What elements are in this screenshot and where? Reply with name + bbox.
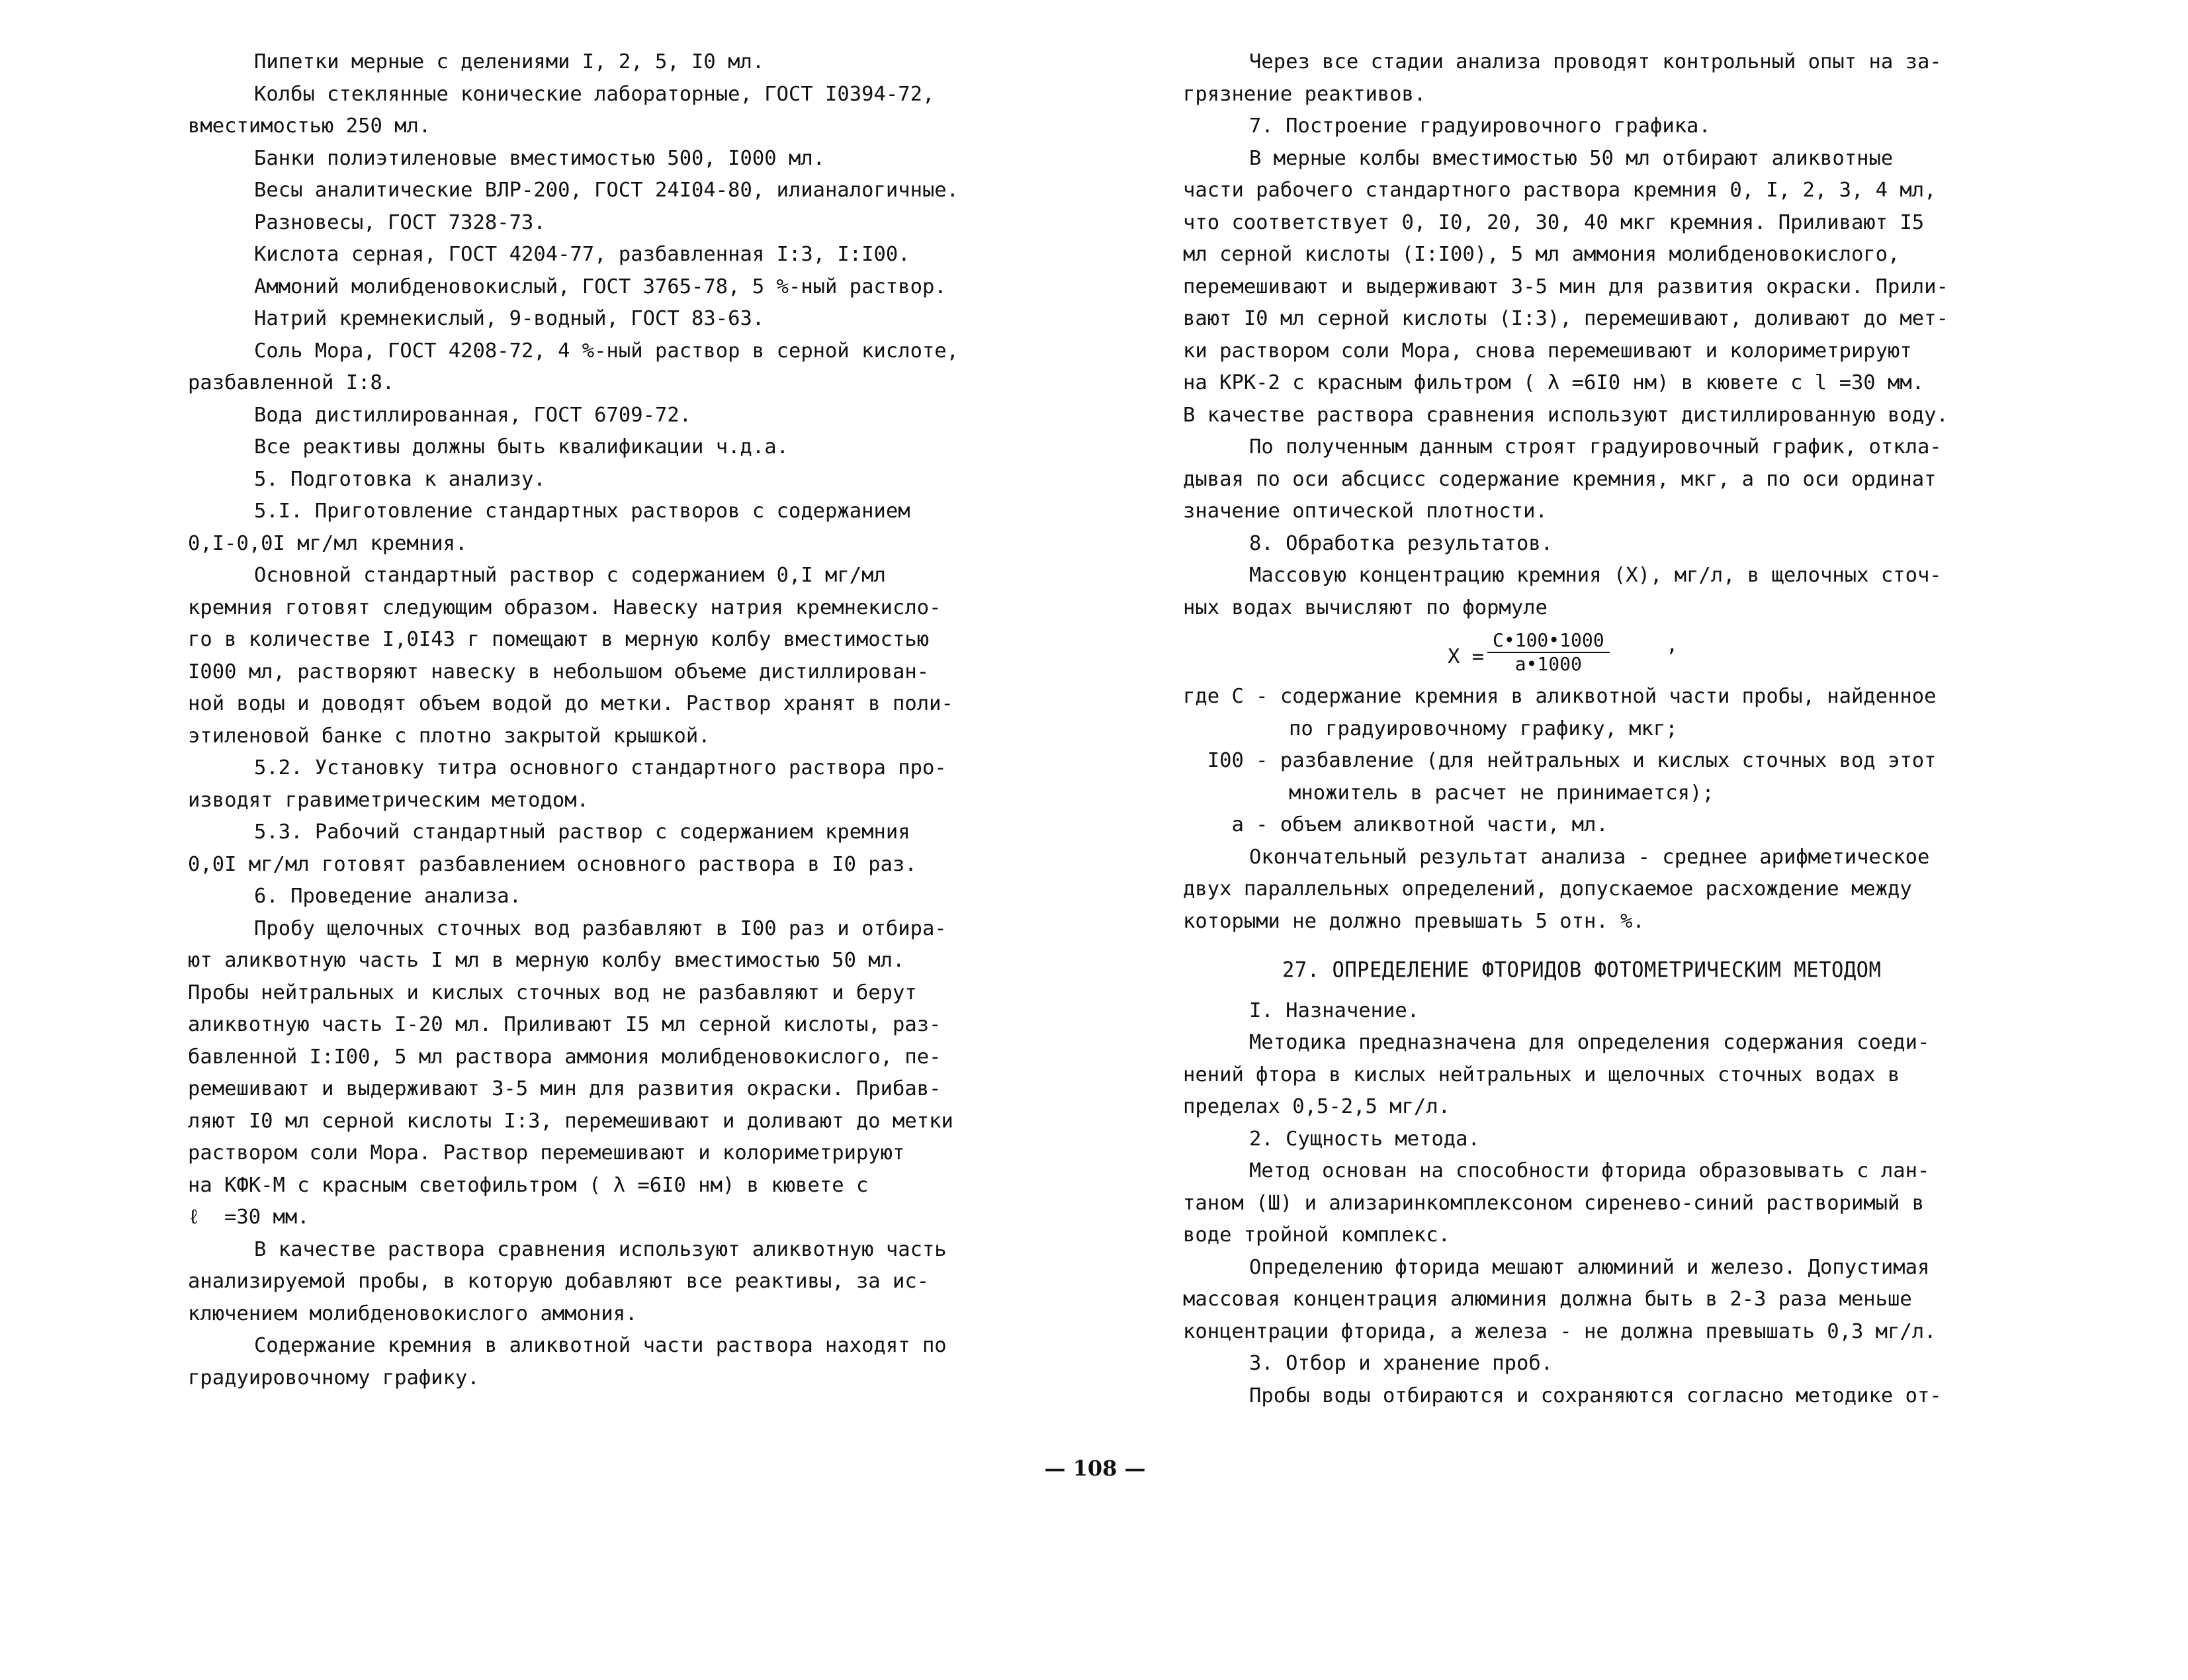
- formula-lhs: X =: [1448, 645, 1485, 668]
- text-line: I000 мл, растворяют навеску в небольшом объеме дистиллирован-: [188, 660, 930, 684]
- text-line: 5.3. Рабочий стандартный раствор с содержанием кремния: [254, 820, 910, 844]
- text-line: ют аликвотную часть I мл в мерную колбу вместимостью 50 мл.: [188, 949, 905, 972]
- right-column: [1183, 46, 2089, 1412]
- text-line: ℓ =30 мм.: [188, 1206, 310, 1229]
- page-number: — 108 —: [1044, 1456, 1146, 1481]
- text-line: мл серной кислоты (I:I00), 5 мл аммония молибденовокислого,: [1183, 243, 1900, 266]
- text-line: 2. Сущность метода.: [1249, 1127, 1480, 1151]
- text-line: концентрации фторида, а железа - не должна превышать 0,3 мг/л.: [1183, 1319, 1937, 1343]
- text-line: Пробу щелочных сточных вод разбавляют в I00 раз и отбира-: [254, 916, 947, 940]
- text-line: 3. Отбор и хранение проб.: [1249, 1352, 1553, 1375]
- text-line: ключением молибденовокислого аммония.: [188, 1302, 638, 1325]
- formula-definitions: [1183, 681, 2089, 938]
- text-line: раствором соли Мора. Раствор перемешивают и колориметрируют: [188, 1141, 905, 1165]
- text-line: Аммоний молибденовокислый, ГОСТ 3765-78, 5 %-ный раствор.: [254, 275, 947, 298]
- text-line: градуировочному графику.: [188, 1366, 480, 1390]
- formula-fraction: [1487, 629, 1610, 676]
- text-line: го в количестве I,0I43 г помещают в мерную колбу вместимостью: [188, 628, 930, 651]
- text-line: 5.2. Установку титра основного стандартного раствора про-: [254, 756, 947, 779]
- left-column: [188, 46, 1074, 1394]
- text-line: Определению фторида мешают алюминий и железо. Допустимая: [1249, 1255, 1930, 1279]
- text-line: бавленной I:I00, 5 мл раствора аммония молибденовокислого, пе-: [188, 1045, 941, 1069]
- text-line: Все реактивы должны быть квалификации ч.д.а.: [254, 435, 789, 459]
- text-line: изводят гравиметрическим методом.: [188, 788, 589, 812]
- text-line: Колбы стеклянные конические лабораторные, ГОСТ I0394-72,: [254, 82, 935, 106]
- text-line: Пипетки мерные с делениями I, 2, 5, I0 мл.: [254, 50, 765, 73]
- text-line: ки раствором соли Мора, снова перемешивают и колориметрируют: [1183, 339, 1912, 363]
- text-line: по градуировочному графику, мкг;: [1289, 717, 1678, 740]
- text-line: анализируемой пробы, в которую добавляют все реактивы, за ис-: [188, 1270, 930, 1293]
- text-line: Пробы воды отбираются и сохраняются согласно методике от-: [1249, 1384, 1942, 1407]
- text-line: множитель в расчет не принимается);: [1289, 781, 1714, 805]
- text-line: По полученным данным строят градуировочный график, откла-: [1249, 435, 1942, 459]
- text-line: на КРК-2 с красным фильтром ( λ =6I0 нм) в кювете с l =30 мм.: [1183, 371, 1925, 394]
- text-line: этиленовой банке с плотно закрытой крышкой.: [188, 724, 711, 748]
- text-line: Натрий кремнекислый, 9-водный, ГОСТ 83-63.: [254, 307, 765, 330]
- text-line: вают I0 мл серной кислоты (I:3), перемешивают, доливают до мет-: [1183, 307, 1948, 330]
- right-column-bottom: [1183, 995, 2089, 1413]
- text-line: ной воды и доводят объем водой до метки. Раствор хранят в поли-: [188, 692, 953, 715]
- text-line: I. Назначение.: [1249, 998, 1420, 1022]
- text-line: Методика предназначена для определения содержания соеди-: [1249, 1031, 1930, 1054]
- text-line: значение оптической плотности.: [1183, 500, 1548, 523]
- text-line: части рабочего стандартного раствора кремния 0, I, 2, 3, 4 мл,: [1183, 179, 1937, 202]
- text-line: 0,0I мг/мл готовят разбавлением основного раствора в I0 раз.: [188, 852, 917, 876]
- text-line: ремешивают и выдерживают 3-5 мин для развития окраски. Прибав-: [188, 1077, 941, 1100]
- text-line: Через все стадии анализа проводят контрольный опыт на за-: [1249, 50, 1942, 73]
- text-line: нений фтора в кислых нейтральных и щелочных сточных водах в: [1183, 1063, 1900, 1086]
- text-line: грязнение реактивов.: [1183, 82, 1426, 106]
- text-line: Массовую концентрацию кремния (X), мг/л, в щелочных сточ-: [1249, 564, 1942, 587]
- text-line: двух параллельных определений, допускаемое расхождение между: [1183, 877, 1912, 901]
- formula-denominator: a•1000: [1514, 653, 1582, 675]
- text-line: вместимостью 250 мл.: [188, 114, 431, 138]
- text-line: Кислота серная, ГОСТ 4204-77, разбавленная I:3, I:I00.: [254, 243, 910, 266]
- text-line: перемешивают и выдерживают 3-5 мин для развития окраски. Прили-: [1183, 275, 1948, 298]
- text-line: В качестве раствора сравнения используют дистиллированную воду.: [1183, 403, 1948, 427]
- text-line: ных водах вычисляют по формуле: [1183, 596, 1548, 619]
- text-line: Метод основан на способности фторида образовывать с лан-: [1249, 1159, 1930, 1182]
- text-line: где C - содержание кремния в аликвотной части пробы, найденное: [1183, 685, 1937, 708]
- text-line: Соль Мора, ГОСТ 4208-72, 4 %-ный раствор в серной кислоте,: [254, 339, 959, 363]
- text-line: на КФК-М с красным светофильтром ( λ =6I0 нм) в кювете с: [188, 1173, 869, 1197]
- text-line: Содержание кремния в аликвотной части раствора находят по: [254, 1334, 947, 1357]
- text-line: Разновесы, ГОСТ 7328-73.: [254, 210, 546, 234]
- text-line: пределах 0,5-2,5 мг/л.: [1183, 1095, 1450, 1118]
- text-line: В качестве раствора сравнения используют аликвотную часть: [254, 1237, 947, 1261]
- text-line: В мерные колбы вместимостью 50 мл отбирают аликвотные: [1249, 146, 1894, 170]
- text-line: Основной стандартный раствор с содержанием 0,I мг/мл: [254, 564, 886, 587]
- text-line: a - объем аликвотной части, мл.: [1183, 813, 1608, 836]
- text-line: которыми не должно превышать 5 отн. %.: [1183, 909, 1645, 933]
- text-line: Весы аналитические ВЛР-200, ГОСТ 24I04-80, илианалогичные.: [254, 179, 959, 202]
- text-line: Банки полиэтиленовые вместимостью 500, I000 мл.: [254, 146, 826, 170]
- text-line: Окончательный результат анализа - среднее арифметическое: [1249, 845, 1930, 869]
- text-line: Вода дистиллированная, ГОСТ 6709-72.: [254, 403, 692, 427]
- text-line: таном (Ш) и ализаринкомплексоном сиренево-синий растворимый в: [1183, 1191, 1925, 1215]
- text-line: 5. Подготовка к анализу.: [254, 467, 546, 491]
- formula-comma: ,: [1666, 633, 1679, 656]
- text-line: 7. Построение градуировочного графика.: [1249, 114, 1711, 138]
- text-line: кремния готовят следующим образом. Навеску натрия кремнекисло-: [188, 596, 941, 619]
- text-line: массовая концентрация алюминия должна быть в 2-3 раза меньше: [1183, 1288, 1912, 1311]
- text-line: Пробы нейтральных и кислых сточных вод не разбавляют и берут: [188, 981, 917, 1004]
- right-column-top: [1183, 46, 2089, 624]
- text-line: I00 - разбавление (для нейтральных и кислых сточных вод этот: [1183, 749, 1937, 772]
- text-line: дывая по оси абсцисс содержание кремния, мкг, а по оси ординат: [1183, 467, 1937, 491]
- text-line: 0,I-0,0I мг/мл кремния.: [188, 531, 468, 555]
- text-line: ляют I0 мл серной кислоты I:3, перемешивают и доливают до метки: [188, 1109, 953, 1133]
- formula-numerator: C•100•1000: [1487, 629, 1610, 653]
- silicon-formula: [1183, 624, 2089, 681]
- text-line: 5.I. Приготовление стандартных растворов с содержанием: [254, 500, 910, 523]
- text-line: 8. Обработка результатов.: [1249, 531, 1553, 555]
- section-heading: 27. ОПРЕДЕЛЕНИЕ ФТОРИДОВ ФОТОМЕТРИЧЕСКИМ МЕТОДОМ: [1282, 957, 1882, 983]
- text-line: 6. Проведение анализа.: [254, 885, 521, 908]
- text-line: что соответствует 0, I0, 20, 30, 40 мкг кремния. Приливают I5: [1183, 210, 1925, 234]
- text-line: аликвотную часть I-20 мл. Приливают I5 мл серной кислоты, раз-: [188, 1013, 941, 1036]
- text-line: разбавленной I:8.: [188, 371, 395, 394]
- text-line: воде тройной комплекс.: [1183, 1223, 1450, 1247]
